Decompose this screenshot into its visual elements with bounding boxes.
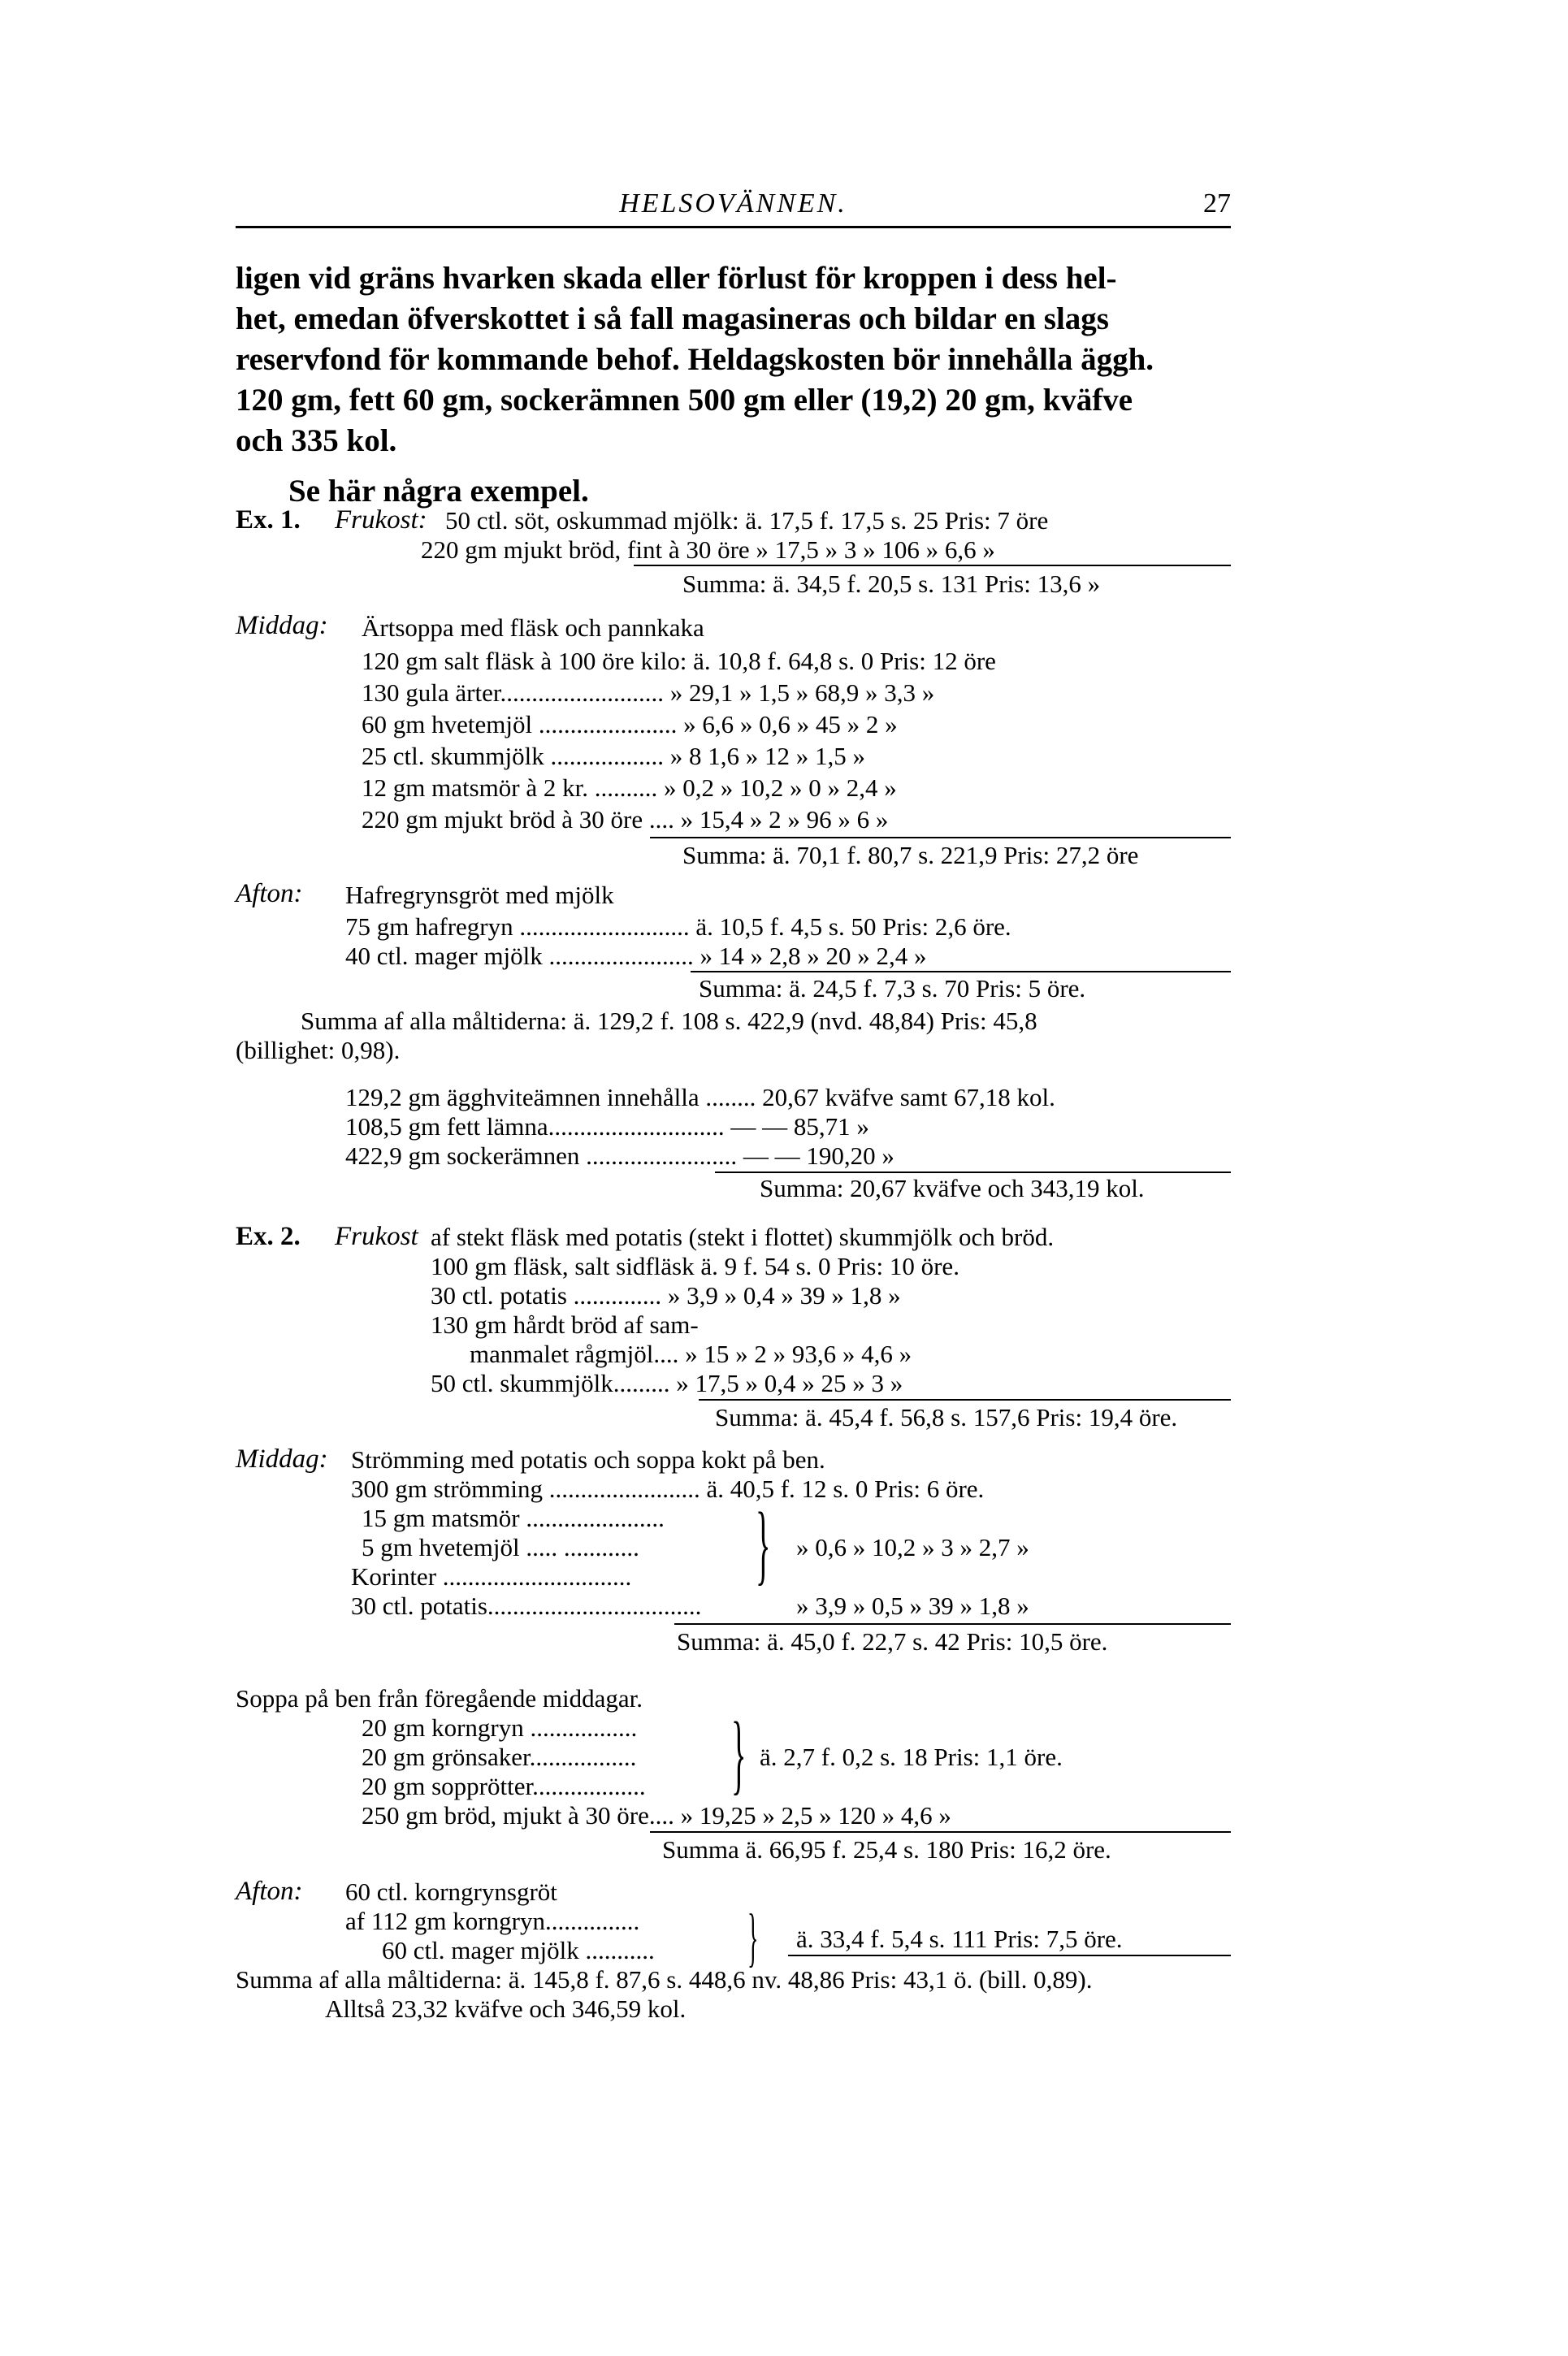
afton-label: Afton: bbox=[236, 1877, 303, 1906]
meal-row: 60 gm hvetemjöl ...................... » 6,6 » 0,6 » 45 » 2 » bbox=[362, 710, 898, 738]
frukost-label: Frukost: bbox=[335, 505, 427, 535]
meal-row: 15 gm matsmör ...................... bbox=[362, 1504, 665, 1532]
meal-sum: Summa: ä. 45,4 f. 56,8 s. 157,6 Pris: 19,4 öre. bbox=[715, 1403, 1178, 1431]
nutrient-row: 129,2 gm ägghviteämnen innehålla ........ 20,67 kväfve samt 67,18 kol. bbox=[345, 1083, 1055, 1111]
day-total-note: Alltså 23,32 kväfve och 346,59 kol. bbox=[325, 1994, 687, 2023]
meal-sum: Summa: ä. 45,0 f. 22,7 s. 42 Pris: 10,5 öre. bbox=[677, 1627, 1108, 1656]
meal-row: ä. 33,4 f. 5,4 s. 111 Pris: 7,5 öre. bbox=[796, 1925, 1123, 1953]
meal-title: Soppa på ben från föregående middagar. bbox=[236, 1684, 643, 1713]
nutrient-sum: Summa: 20,67 kväfve och 343,19 kol. bbox=[760, 1174, 1145, 1202]
summa-rule bbox=[634, 565, 1231, 566]
header-rule bbox=[236, 226, 1231, 228]
example-2-label: Ex. 2. bbox=[236, 1222, 301, 1251]
summa-rule bbox=[674, 1623, 1231, 1625]
middag-label: Middag: bbox=[236, 1444, 328, 1474]
meal-row: 40 ctl. mager mjölk ....................... » 14 » 2,8 » 20 » 2,4 » bbox=[345, 942, 927, 970]
meal-sum: Summa ä. 66,95 f. 25,4 s. 180 Pris: 16,2 öre. bbox=[662, 1835, 1111, 1864]
intro-line: reservfond för kommande behof. Heldagskosten bör innehålla äggh. bbox=[236, 342, 1154, 377]
intro-line: ligen vid gräns hvarken skada eller förlust för kroppen i dess hel- bbox=[236, 261, 1117, 296]
brace: } bbox=[756, 1494, 771, 1593]
meal-row: 60 ctl. mager mjölk ........... bbox=[382, 1936, 655, 1964]
intro-line: 120 gm, fett 60 gm, sockerämnen 500 gm eller (19,2) 20 gm, kväfve bbox=[236, 383, 1133, 418]
meal-row: 20 gm korngryn ................. bbox=[362, 1713, 638, 1742]
meal-row: 5 gm hvetemjöl ..... ............ bbox=[362, 1533, 639, 1561]
summa-rule bbox=[788, 1955, 1231, 1956]
meal-row: 100 gm fläsk, salt sidfläsk ä. 9 f. 54 s. 0 Pris: 10 öre. bbox=[431, 1252, 959, 1280]
meal-row: manmalet rågmjöl.... » 15 » 2 » 93,6 » 4,6 » bbox=[470, 1340, 912, 1368]
meal-row: 30 ctl. potatis .............. » 3,9 » 0,4 » 39 » 1,8 » bbox=[431, 1281, 901, 1310]
day-total: Summa af alla måltiderna: ä. 145,8 f. 87,6 s. 448,6 nv. 48,86 Pris: 43,1 ö. (bill. 0,89). bbox=[236, 1965, 1093, 1994]
nutrient-row: 108,5 gm fett lämna............................ — — 85,71 » bbox=[345, 1112, 869, 1141]
meal-row: 12 gm matsmör à 2 kr. .......... » 0,2 » 10,2 » 0 » 2,4 » bbox=[362, 773, 897, 802]
summa-rule bbox=[715, 1172, 1231, 1173]
intro-line: Se här några exempel. bbox=[288, 474, 589, 509]
meal-title: af stekt fläsk med potatis (stekt i flottet) skummjölk och bröd. bbox=[431, 1223, 1055, 1251]
summa-rule bbox=[650, 1831, 1231, 1833]
day-total: Summa af alla måltiderna: ä. 129,2 f. 108 s. 422,9 (nvd. 48,84) Pris: 45,8 bbox=[301, 1007, 1037, 1035]
summa-rule bbox=[699, 1399, 1231, 1401]
brace: } bbox=[747, 1902, 759, 1973]
summa-rule bbox=[691, 971, 1231, 972]
brace: } bbox=[731, 1704, 747, 1803]
meal-row: ä. 2,7 f. 0,2 s. 18 Pris: 1,1 öre. bbox=[760, 1743, 1063, 1771]
meal-row: Korinter .............................. bbox=[351, 1562, 632, 1591]
meal-row: 50 ctl. söt, oskummad mjölk: ä. 17,5 f. 17,5 s. 25 Pris: 7 öre bbox=[445, 506, 1049, 535]
meal-row: » 3,9 » 0,5 » 39 » 1,8 » bbox=[796, 1592, 1029, 1620]
meal-title: Strömming med potatis och soppa kokt på ben. bbox=[351, 1445, 825, 1474]
meal-row: 250 gm bröd, mjukt à 30 öre.... » 19,25 » 2,5 » 120 » 4,6 » bbox=[362, 1801, 951, 1830]
meal-sum: Summa: ä. 70,1 f. 80,7 s. 221,9 Pris: 27,2 öre bbox=[682, 841, 1139, 869]
afton-label: Afton: bbox=[236, 879, 303, 908]
meal-row: 20 gm grönsaker................. bbox=[362, 1743, 637, 1771]
meal-title: 60 ctl. korngrynsgröt bbox=[345, 1877, 557, 1906]
meal-row: 30 ctl. potatis.................................. bbox=[351, 1592, 702, 1620]
meal-title: Hafregrynsgröt med mjölk bbox=[345, 881, 614, 909]
page-number: 27 bbox=[1203, 188, 1231, 219]
meal-row: » 0,6 » 10,2 » 3 » 2,7 » bbox=[796, 1533, 1029, 1561]
running-title: HELSOVÄNNEN. bbox=[619, 188, 847, 219]
example-1-label: Ex. 1. bbox=[236, 505, 301, 535]
intro-line: het, emedan öfverskottet i så fall magasineras och bildar en slags bbox=[236, 301, 1109, 336]
meal-title: Ärtsoppa med fläsk och pannkaka bbox=[362, 613, 704, 642]
meal-row: 50 ctl. skummjölk......... » 17,5 » 0,4 » 25 » 3 » bbox=[431, 1369, 903, 1397]
meal-sum: Summa: ä. 34,5 f. 20,5 s. 131 Pris: 13,6 » bbox=[682, 570, 1101, 598]
nutrient-row: 422,9 gm sockerämnen ........................ — — 190,20 » bbox=[345, 1141, 894, 1170]
summa-rule bbox=[650, 837, 1231, 838]
meal-row: af 112 gm korngryn............... bbox=[345, 1907, 640, 1935]
meal-row: 220 gm mjukt bröd à 30 öre .... » 15,4 » 2 » 96 » 6 » bbox=[362, 805, 889, 834]
meal-sum: Summa: ä. 24,5 f. 7,3 s. 70 Pris: 5 öre. bbox=[699, 974, 1086, 1003]
meal-row: 75 gm hafregryn ........................... ä. 10,5 f. 4,5 s. 50 Pris: 2,6 öre. bbox=[345, 912, 1011, 941]
page-header bbox=[236, 188, 1231, 231]
meal-row: 130 gula ärter.......................... » 29,1 » 1,5 » 68,9 » 3,3 » bbox=[362, 678, 935, 707]
meal-row: 25 ctl. skummjölk .................. » 8 1,6 » 12 » 1,5 » bbox=[362, 742, 865, 770]
meal-row: 300 gm strömming ........................ ä. 40,5 f. 12 s. 0 Pris: 6 öre. bbox=[351, 1475, 985, 1503]
meal-row: 20 gm sopprötter.................. bbox=[362, 1772, 646, 1800]
meal-row: 220 gm mjukt bröd, fint à 30 öre » 17,5 » 3 » 106 » 6,6 » bbox=[421, 535, 995, 564]
frukost-label: Frukost bbox=[335, 1222, 418, 1251]
meal-row: 120 gm salt fläsk à 100 öre kilo: ä. 10,8 f. 64,8 s. 0 Pris: 12 öre bbox=[362, 647, 996, 675]
day-total-note: (billighet: 0,98). bbox=[236, 1036, 401, 1064]
intro-line: och 335 kol. bbox=[236, 423, 397, 458]
middag-label: Middag: bbox=[236, 611, 328, 640]
meal-row: 130 gm hårdt bröd af sam- bbox=[431, 1310, 699, 1339]
